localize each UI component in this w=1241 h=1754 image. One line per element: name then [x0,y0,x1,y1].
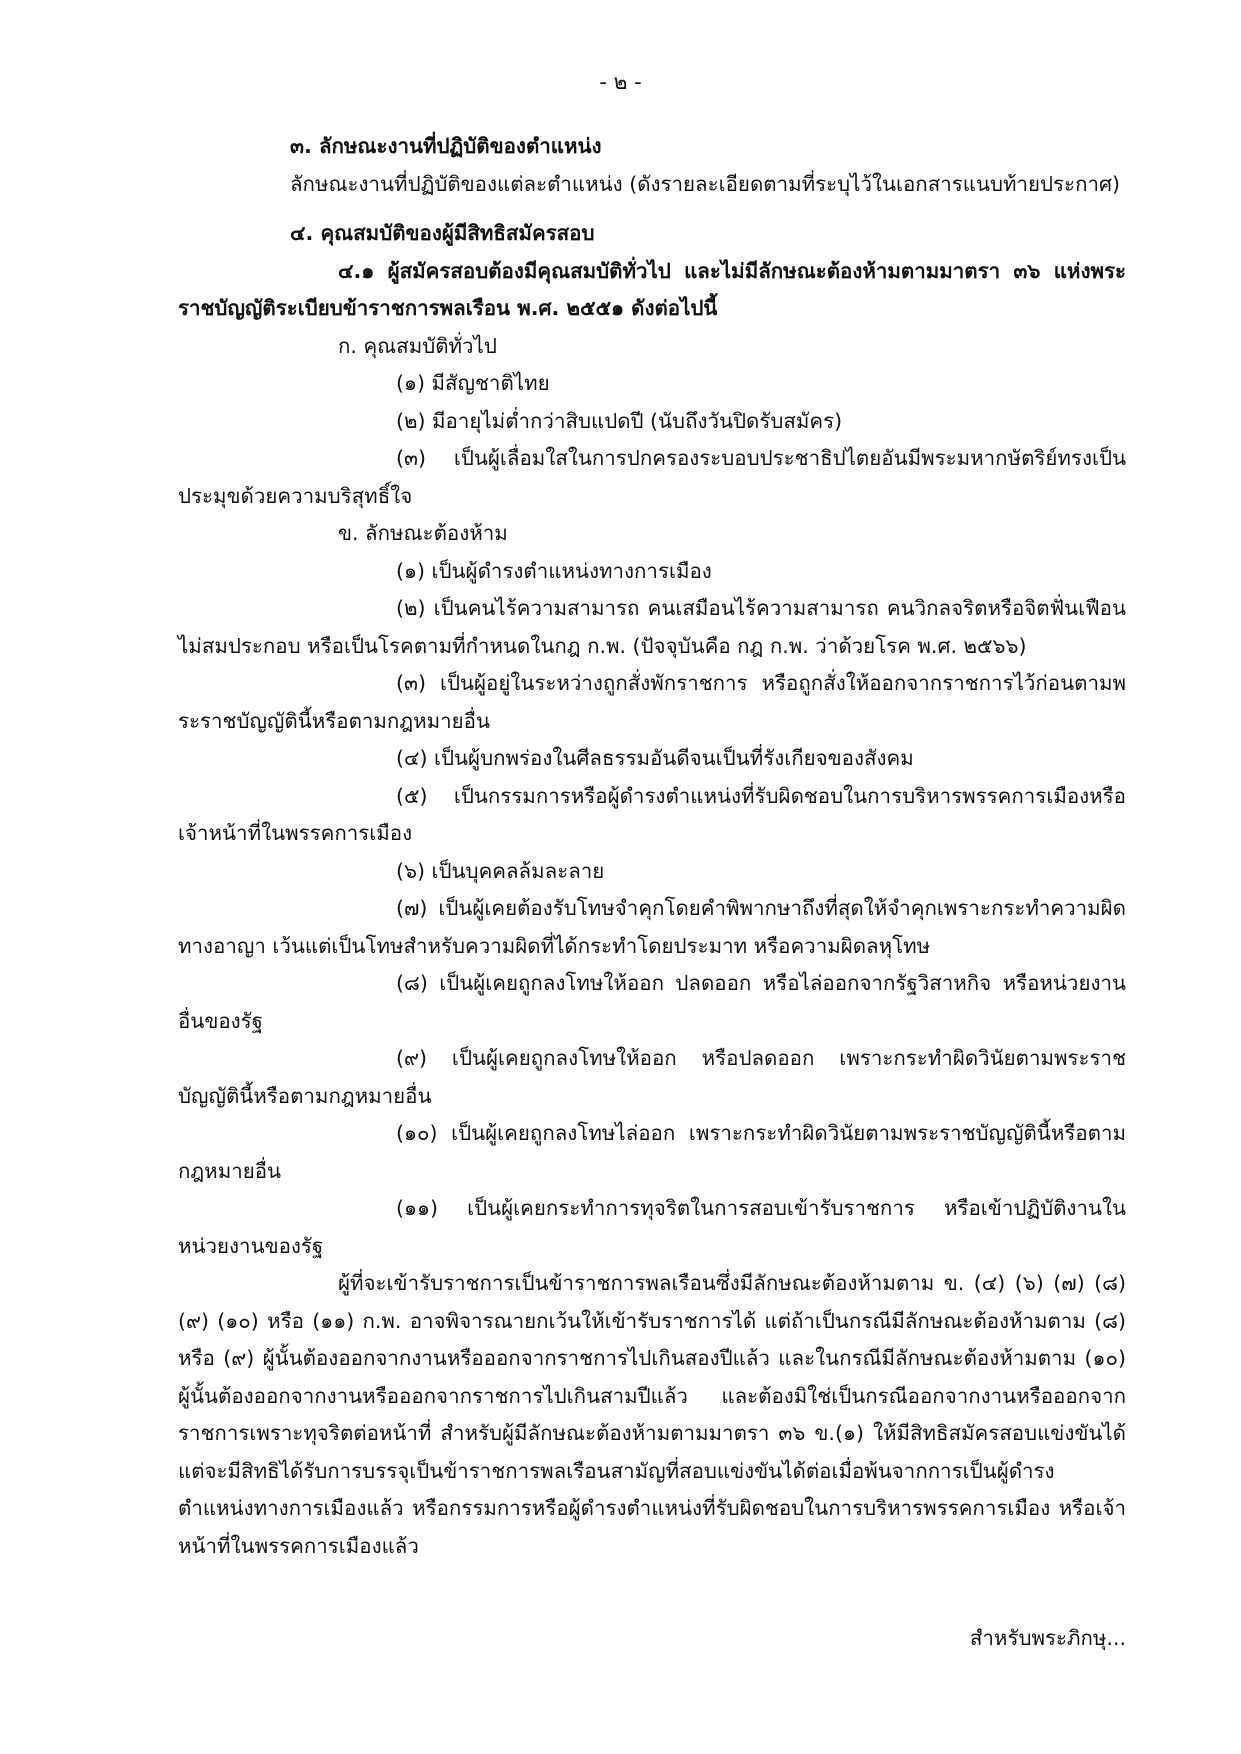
prohibited-item-6: (๖) เป็นบุคคลล้มละลาย [396,858,605,883]
exception-paragraph: ผู้ที่จะเข้ารับราชการเป็นข้าราชการพลเรือนซึ่งมีลักษณะต้องห้ามตาม ข. (๔) (๖) (๗) (๘) (๙) (๑๐) หรือ (๑๑) ก.พ. อาจพิจารณายกเว้นให้เข้ารับราชการได้ แต่ถ้าเป็นกรณีมีลักษณะต้องห้ามตาม (๘) หรือ (๙) ผู้นั้นต้องออกจากงานหรือออกจากราชการไปเกินสองปีแล้ว และในกรณีมีลักษณะต้องห้ามตาม (๑๐) ผู้นั้นต้องออกจากงานหรือออกจากราชการไปเกินสามปีแล้ว และต้องมิใช่เป็นกรณีออกจากงานหรือออกจากราชการเพราะทุจริตต่อหน้าที่ สำหรับผู้มีลักษณะต้องห้ามตามมาตรา ๓๖ ข.(๑) ให้มีสิทธิสมัครสอบแข่งขันได้ แต่จะมีสิทธิได้รับการบรรจุเป็นข้าราชการพลเรือนสามัญที่สอบแข่งขันได้ต่อเมื่อพ้นจากการเป็นผู้ดำรงตำแหน่งทางการเมืองแล้ว หรือกรรมการหรือผู้ดำรงตำแหน่งที่รับผิดชอบในการบริหารพรรคการเมือง หรือเจ้าหน้าที่ในพรรคการเมืองแล้ว [178,1271,1126,1558]
section-3-heading: ๓. ลักษณะงานที่ปฏิบัติของตำแหน่ง [290,134,602,158]
general-qualifications-heading: ก. คุณสมบัติทั่วไป [338,333,497,358]
prohibited-heading: ข. ลักษณะต้องห้าม [338,521,508,545]
general-item-1: (๑) มีสัญชาติไทย [396,371,550,395]
prohibited-item-5: (๕) เป็นกรรมการหรือผู้ดำรงตำแหน่งที่รับผิดชอบในการบริหารพรรคการเมืองหรือเจ้าหน้าที่ในพรรคการเมือง [178,783,1126,845]
document-body [178,128,1126,1565]
prohibited-item-9: (๙) เป็นผู้เคยถูกลงโทษให้ออก หรือปลดออก เพราะกระทำผิดวินัยตามพระราชบัญญัตินี้หรือตามกฎหมายอื่น [178,1046,1126,1108]
prohibited-item-10: (๑๐) เป็นผู้เคยถูกลงโทษไล่ออก เพราะกระทำผิดวินัยตามพระราชบัญญัตินี้หรือตามกฎหมายอื่น [178,1121,1126,1183]
prohibited-item-3: (๓) เป็นผู้อยู่ในระหว่างถูกสั่งพักราชการ หรือถูกสั่งให้ออกจากราชการไว้ก่อนตามพระราชบัญญัตินี้หรือตามกฎหมายอื่น [178,671,1126,733]
page-number: - ๒ - [599,70,642,94]
prohibited-item-11: (๑๑) เป็นผู้เคยกระทำการทุจริตในการสอบเข้ารับราชการ หรือเข้าปฏิบัติงานในหน่วยงานของรัฐ [178,1196,1126,1258]
continuation-marker: สำหรับพระภิกษุ... [969,1626,1126,1650]
section-3-body: ลักษณะงานที่ปฏิบัติของแต่ละตำแหน่ง (ดังรายละเอียดตามที่ระบุไว้ในเอกสารแนบท้ายประกาศ) [290,171,1120,196]
prohibited-item-1: (๑) เป็นผู้ดำรงตำแหน่งทางการเมือง [396,558,712,583]
general-item-2: (๒) มีอายุไม่ต่ำกว่าสิบแปดปี (นับถึงวันปิดรับสมัคร) [396,408,843,433]
prohibited-item-8: (๘) เป็นผู้เคยถูกลงโทษให้ออก ปลดออก หรือไล่ออกจากรัฐวิสาหกิจ หรือหน่วยงานอื่นของรัฐ [178,971,1126,1033]
section-4-1-heading: ๔.๑ ผู้สมัครสอบต้องมีคุณสมบัติทั่วไป และไม่มีลักษณะต้องห้ามตามมาตรา ๓๖ แห่งพระราชบัญญัติระเบียบข้าราชการพลเรือน พ.ศ. ๒๕๕๑ ดังต่อไปนี้ [178,258,1126,320]
section-4-heading: ๔. คุณสมบัติของผู้มีสิทธิสมัครสอบ [290,221,595,245]
prohibited-item-4: (๔) เป็นผู้บกพร่องในศีลธรรมอันดีจนเป็นที่รังเกียจของสังคม [396,746,914,770]
prohibited-item-7: (๗) เป็นผู้เคยต้องรับโทษจำคุกโดยคำพิพากษาถึงที่สุดให้จำคุกเพราะกระทำความผิดทางอาญา เว้นแต่เป็นโทษสำหรับความผิดที่ได้กระทำโดยประมาท หรือความผิดลหุโทษ [178,896,1126,958]
prohibited-item-2: (๒) เป็นคนไร้ความสามารถ คนเสมือนไร้ความสามารถ คนวิกลจริตหรือจิตฟั่นเฟือนไม่สมประกอบ หรือเป็นโรคตามที่กำหนดในกฎ ก.พ. (ปัจจุบันคือ กฎ ก.พ. ว่าด้วยโรค พ.ศ. ๒๕๖๖) [178,596,1126,658]
general-item-3: (๓) เป็นผู้เลื่อมใสในการปกครองระบอบประชาธิปไตยอันมีพระมหากษัตริย์ทรงเป็นประมุขด้วยความบริสุทธิ์ใจ [178,446,1126,508]
